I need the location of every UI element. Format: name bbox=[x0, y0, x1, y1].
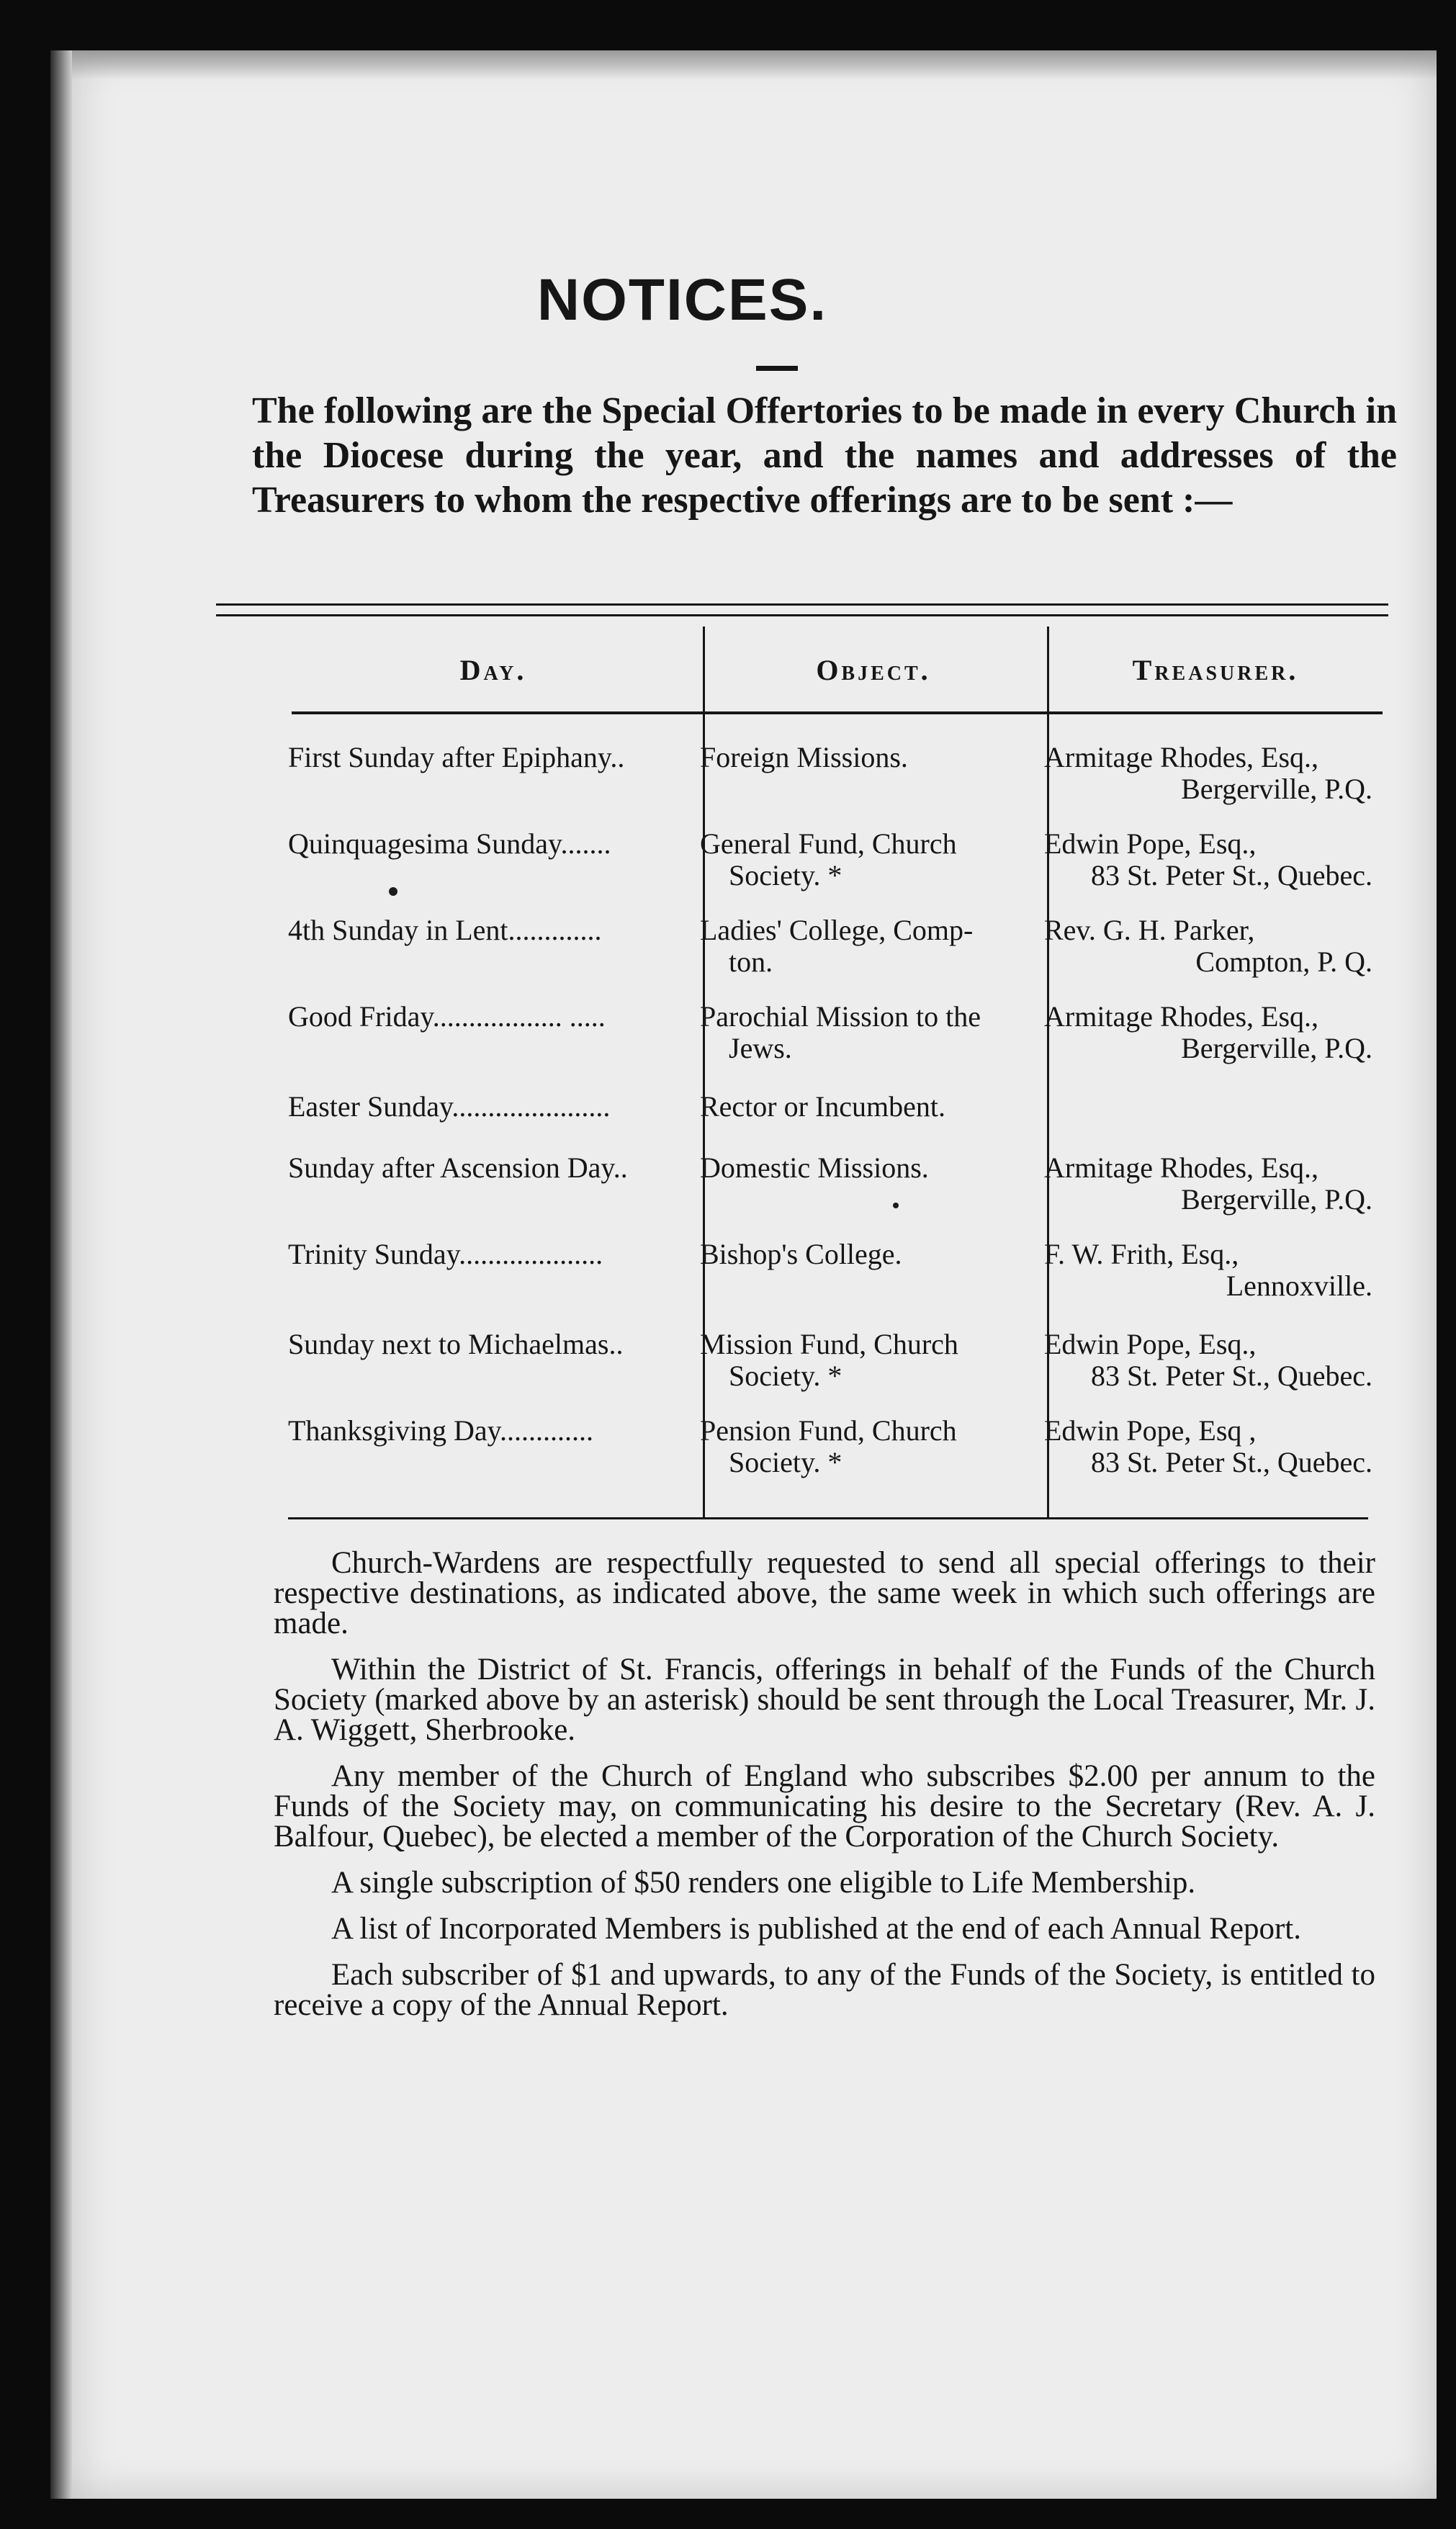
note-paragraph: Any member of the Church of England who subscribes $2.00 per annum to the Funds of the Society may, on communicating his desire to the Secretary (Rev. A. J. Balfour, Quebec), be elected a member of the Corporation of the Church Society. bbox=[274, 1759, 1375, 1854]
note-paragraph: Within the District of St. Francis, offerings in behalf of the Funds of the Church Society (marked above by an asterisk) should be sent through the Local Treasurer, Mr. J. A. Wiggett, Sherbrooke. bbox=[274, 1653, 1375, 1747]
treasurer-cell bbox=[1044, 742, 1383, 805]
notes-section bbox=[274, 1548, 1375, 2036]
day-cell: Good Friday.................. ..... bbox=[288, 1001, 606, 1033]
object-line: Bishop's College. bbox=[700, 1238, 902, 1270]
table-bottom-rule bbox=[288, 1517, 1368, 1519]
object-line-continued: ton. bbox=[729, 945, 773, 978]
treasurer-cell bbox=[1044, 828, 1383, 891]
treasurer-cell bbox=[1044, 1239, 1383, 1302]
object-cell bbox=[700, 1152, 1038, 1184]
object-line: General Fund, Church bbox=[700, 827, 957, 860]
page-title: NOTICES. bbox=[536, 267, 828, 333]
object-line-continued: Jews. bbox=[729, 1032, 792, 1064]
note-paragraph: A single subscription of $50 renders one eligible to Life Membership. bbox=[331, 1866, 1196, 1900]
treasurer-address: 83 St. Peter St., Quebec. bbox=[1090, 859, 1372, 891]
treasurer-cell bbox=[1044, 915, 1383, 978]
column-header-treasurer: Treasurer. bbox=[1132, 653, 1299, 686]
day-cell: Sunday after Ascension Day.. bbox=[288, 1152, 628, 1184]
object-cell bbox=[700, 742, 1038, 773]
object-cell bbox=[700, 828, 1038, 891]
object-line-continued: Society. * bbox=[729, 1446, 842, 1478]
treasurer-address: Bergerville, P.Q. bbox=[1181, 1032, 1372, 1064]
treasurer-address: Compton, P. Q. bbox=[1195, 945, 1372, 978]
page-top-shadow bbox=[72, 50, 1437, 79]
object-cell bbox=[700, 1239, 1038, 1270]
day-cell: Sunday next to Michaelmas.. bbox=[288, 1329, 624, 1360]
treasurer-address: 83 St. Peter St., Quebec. bbox=[1090, 1360, 1372, 1392]
object-cell bbox=[700, 915, 1038, 978]
object-line: Pension Fund, Church bbox=[700, 1414, 957, 1447]
treasurer-name: Edwin Pope, Esq., bbox=[1044, 827, 1257, 860]
treasurer-name: Armitage Rhodes, Esq., bbox=[1044, 1000, 1319, 1033]
table-top-double-rule bbox=[216, 603, 1388, 616]
object-line: Ladies' College, Comp- bbox=[700, 914, 974, 946]
treasurer-name: F. W. Frith, Esq., bbox=[1044, 1238, 1239, 1270]
day-cell: First Sunday after Epiphany.. bbox=[288, 742, 625, 773]
treasurer-name: Armitage Rhodes, Esq., bbox=[1044, 1151, 1319, 1184]
object-cell bbox=[700, 1329, 1038, 1392]
treasurer-cell bbox=[1044, 1329, 1383, 1392]
note-paragraph: Church-Wardens are respectfully requested to send all special offerings to their respective destinations, as indicated above, the same week in which such offerings are made. bbox=[274, 1546, 1375, 1640]
note-paragraph: A list of Incorporated Members is published at the end of each Annual Report. bbox=[331, 1912, 1302, 1946]
column-header-object: Object. bbox=[816, 653, 931, 686]
object-line-continued: Society. * bbox=[729, 859, 842, 891]
treasurer-name: Rev. G. H. Parker, bbox=[1044, 914, 1255, 946]
object-line: Domestic Missions. bbox=[700, 1151, 929, 1184]
object-line: Foreign Missions. bbox=[700, 741, 908, 773]
treasurer-address: Bergerville, P.Q. bbox=[1181, 773, 1372, 805]
object-cell bbox=[700, 1091, 1038, 1123]
scan-left-edge bbox=[50, 50, 72, 2499]
treasurer-cell bbox=[1044, 1152, 1383, 1216]
day-cell: Thanksgiving Day............. bbox=[288, 1415, 594, 1447]
day-cell: Easter Sunday...................... bbox=[288, 1091, 611, 1123]
treasurer-address: Lennoxville. bbox=[1226, 1270, 1372, 1302]
ink-speck bbox=[389, 887, 397, 896]
offertories-table bbox=[288, 626, 1383, 1478]
treasurer-address: 83 St. Peter St., Quebec. bbox=[1090, 1446, 1372, 1478]
intro-paragraph: The following are the Special Offertories to be made in every Church in the Diocese during the year, and the names and addresses of the Treasurers to whom the respective offerings are to be sent :— bbox=[252, 390, 1397, 521]
day-cell: Trinity Sunday.................... bbox=[288, 1239, 603, 1270]
treasurer-name: Edwin Pope, Esq., bbox=[1044, 1328, 1257, 1360]
title-dash-divider bbox=[756, 366, 798, 371]
table-header-row bbox=[288, 626, 1383, 713]
treasurer-name: Edwin Pope, Esq , bbox=[1044, 1414, 1257, 1447]
treasurer-address: Bergerville, P.Q. bbox=[1181, 1183, 1372, 1216]
treasurer-cell bbox=[1044, 1415, 1383, 1478]
column-header-day: Day. bbox=[459, 653, 527, 686]
object-line: Parochial Mission to the bbox=[700, 1000, 981, 1033]
object-line: Mission Fund, Church bbox=[700, 1328, 958, 1360]
object-cell bbox=[700, 1415, 1038, 1478]
object-line-continued: Society. * bbox=[729, 1360, 842, 1392]
day-cell: 4th Sunday in Lent............. bbox=[288, 915, 602, 946]
treasurer-cell bbox=[1044, 1001, 1383, 1064]
object-cell bbox=[700, 1001, 1038, 1064]
ink-speck bbox=[893, 1203, 899, 1208]
object-line: Rector or Incumbent. bbox=[700, 1090, 945, 1123]
note-paragraph: Each subscriber of $1 and upwards, to any of the Funds of the Society, is entitled to receive a copy of the Annual Report. bbox=[274, 1958, 1375, 2022]
treasurer-name: Armitage Rhodes, Esq., bbox=[1044, 741, 1319, 773]
day-cell: Quinquagesima Sunday....... bbox=[288, 828, 611, 860]
table-header-rule bbox=[292, 711, 1383, 714]
